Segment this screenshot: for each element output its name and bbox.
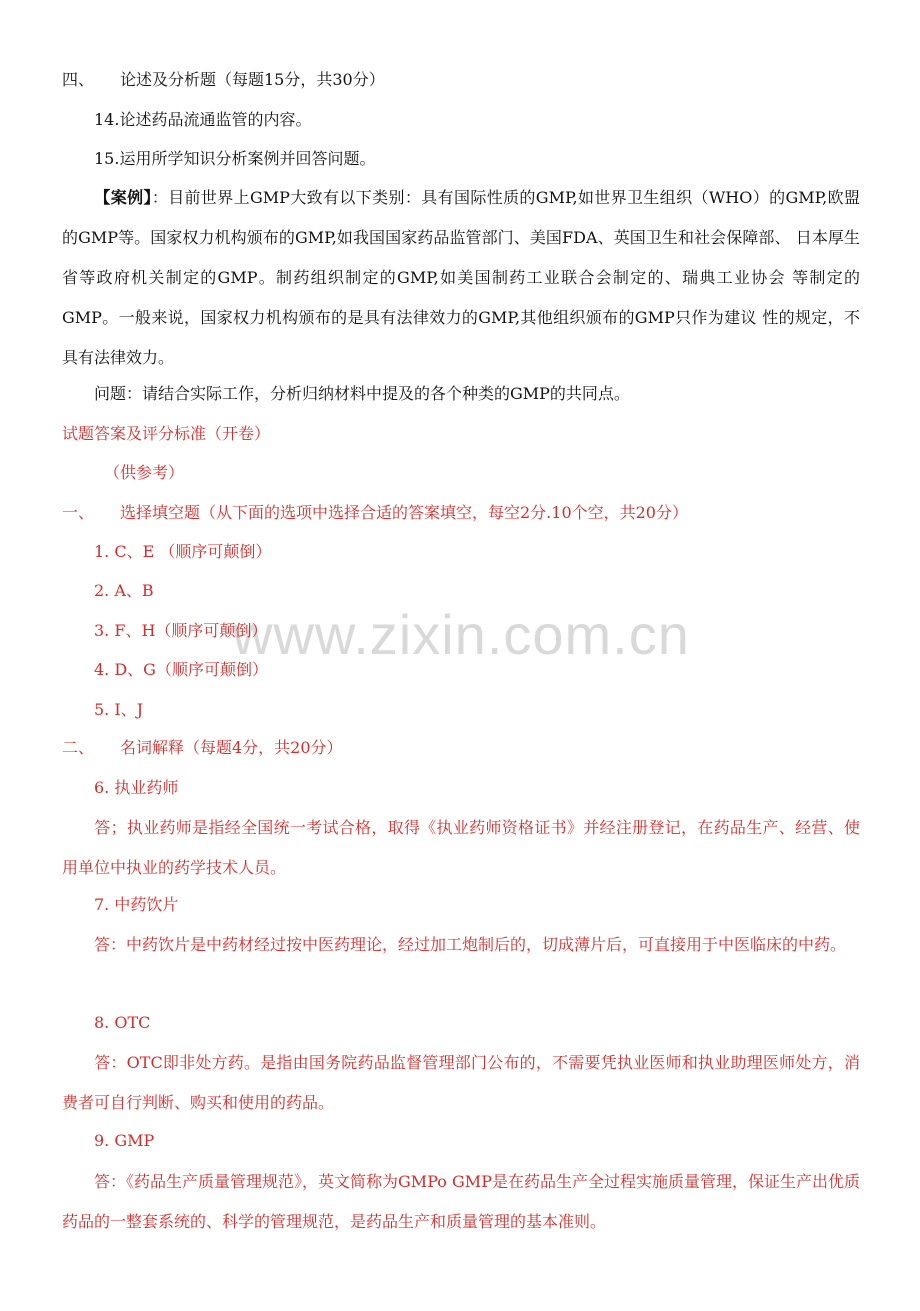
term-7: 7. 中药饮片 <box>94 895 179 914</box>
section4-heading <box>62 69 385 91</box>
answers-section2-number: 二、 <box>62 738 95 757</box>
question-14: 14.论述药品流通监管的内容。 <box>94 110 312 129</box>
term-8: 8. OTC <box>94 1013 151 1032</box>
term-8-answer <box>62 1043 860 1123</box>
case-question: 问题：请结合实际工作，分析归纳材料中提及的各个种类的GMP的共同点。 <box>94 384 630 403</box>
answer-item: 5. I、J <box>94 700 144 719</box>
term-9: 9. GMP <box>94 1131 155 1150</box>
term-answer-text: 答：OTC即非处方药。是指由国务院药品监督管理部门公布的，不需要凭执业医师和执业助理医师处方，消费者可自行判断、购买和使用的药品。 <box>62 1053 860 1112</box>
case-label: 【案例】 <box>94 188 152 207</box>
term-6-answer <box>62 808 860 888</box>
answers-section2-title: 名词解释（每题4分，共20分） <box>120 738 343 757</box>
term-9-answer <box>62 1162 860 1242</box>
term-7-answer <box>62 925 860 965</box>
answer-item: 1. C、E （顺序可颠倒） <box>94 542 272 561</box>
term-answer-text: 答：中药饮片是中药材经过按中医药理论，经过加工炮制后的，切成薄片后，可直接用于中医临床的中药。 <box>94 935 847 954</box>
answers-section1-heading <box>62 502 688 524</box>
answers-title: 试题答案及评分标准（开卷） <box>62 424 271 443</box>
section4-title: 论述及分析题（每题15分，共30分） <box>120 70 385 89</box>
watermark: www.zixin.com.cn <box>232 603 690 666</box>
term-answer-text: 答：《药品生产质量管理规范》，英文简称为GMPo GMP是在药品生产全过程实施质量管理，保证生产出优质药品的一整套系统的、科学的管理规范，是药品生产和质量管理的基本准则。 <box>62 1172 860 1231</box>
question-15: 15.运用所学知识分析案例并回答问题。 <box>94 149 376 168</box>
answer-item: 3. F、H（顺序可颠倒） <box>94 621 268 640</box>
term-answer-text: 答；执业药师是指经全国统一考试合格，取得《执业药师资格证书》并经注册登记，在药品生产、经营、使用单位中执业的药学技术人员。 <box>62 818 860 877</box>
term-6: 6. 执业药师 <box>94 778 179 797</box>
case-paragraph <box>62 178 860 378</box>
answer-item: 4. D、G（顺序可颠倒） <box>94 660 268 679</box>
section4-number: 四、 <box>62 70 95 89</box>
answer-item: 2. A、B <box>94 581 154 600</box>
answers-section2-heading <box>62 737 343 759</box>
case-text: ：目前世界上GMP大致有以下类别：具有国际性质的GMP,如世界卫生组织（WHO）的GMP,欧盟的GMP等。国家权力机构颁布的GMP,如我国国家药品监管部门、美国FDA、英国卫生和社会保障部、 日本厚生省等政府机关制定的GMP。制药组织制定的GMP,如美国制药工业联合会制定的、瑞典工业协会 等制定的GMP。一般来说，国家权力机构颁布的是具有法律效力的GMP,其他组织颁布的GMP只作为建议 性的规定，不具有法律效力。 <box>62 188 860 367</box>
answers-section1-number: 一、 <box>62 503 95 522</box>
answers-section1-title: 选择填空题（从下面的选项中选择合适的答案填空，每空2分.10个空，共20分） <box>120 503 688 522</box>
answers-subtitle: （供参考） <box>104 463 185 482</box>
